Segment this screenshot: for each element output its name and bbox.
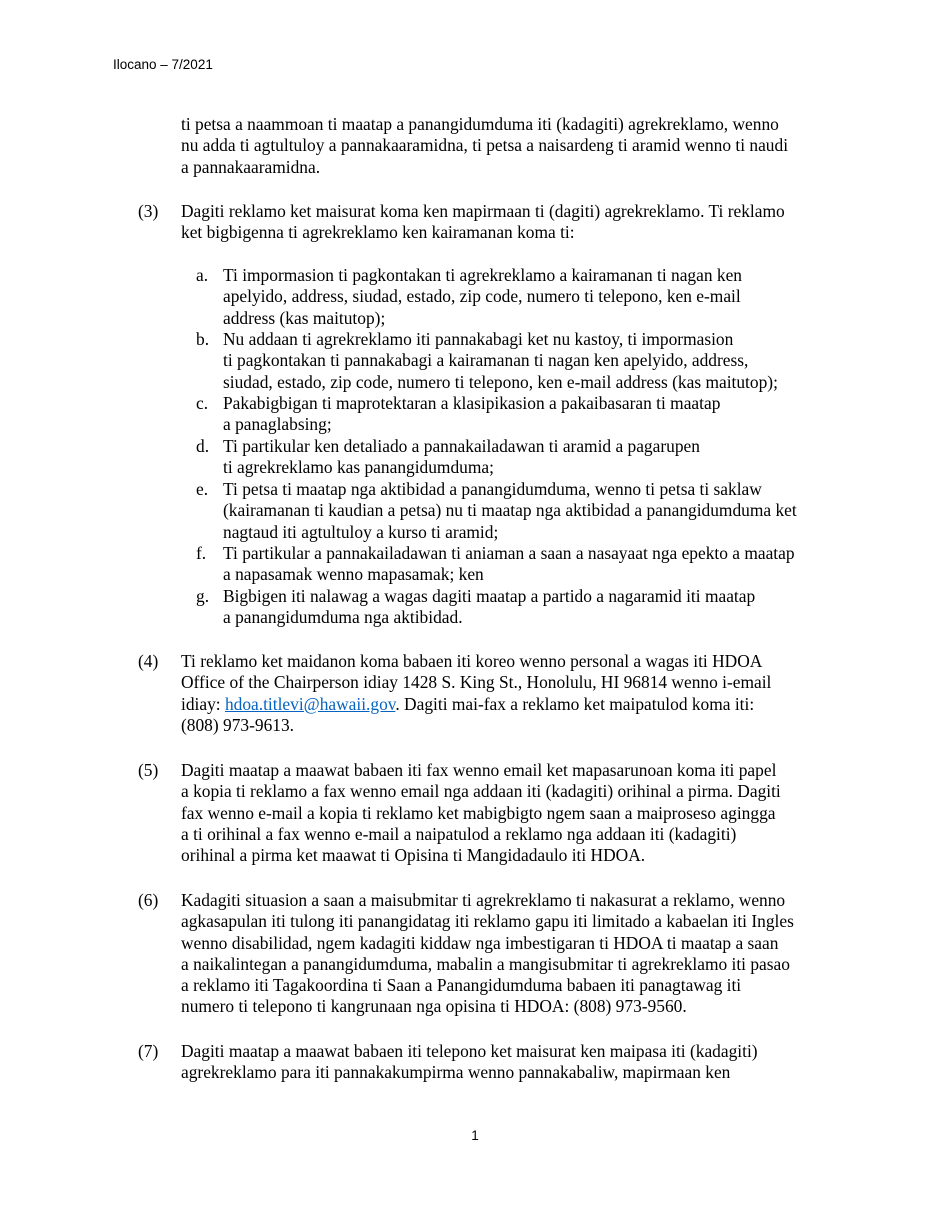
document-header: Ilocano – 7/2021: [113, 57, 213, 72]
sub-item-letter: d.: [196, 436, 210, 456]
item-line: Kadagiti situasion a saan a maisubmitar ti agrekreklamo ti nakasurat a reklamo, wenno: [181, 890, 786, 910]
item-line: [181, 694, 771, 715]
sub-item-line: apelyido, address, siudad, estado, zip code, numero ti telepono, ken e-mail: [223, 286, 741, 307]
sub-item-line: Ti petsa ti maatap nga aktibidad a panangidumduma, wenno ti petsa ti saklaw: [223, 479, 762, 499]
sub-item-letter: g.: [196, 586, 210, 606]
sub-item-line: Pakabigbigan ti maprotektaran a klasipikasion a pakaibasaran ti maatap: [223, 393, 721, 413]
email-link[interactable]: hdoa.titlevi@hawaii.gov: [224, 693, 396, 714]
sub-item-letter: a.: [196, 265, 209, 285]
intro-line: nu adda ti agtultuloy a pannakaaramidna, ti petsa a naisardeng ti aramid wenno ti naudi: [181, 135, 789, 156]
sub-item-letter: c.: [196, 393, 209, 413]
page-number: 1: [471, 1128, 479, 1143]
sub-item-letter: f.: [196, 543, 207, 563]
item-number: (6): [138, 890, 159, 910]
item-number: (4): [138, 651, 159, 671]
item-line: (808) 973-9613.: [181, 714, 295, 735]
item-line: orihinal a pirma ket maawat ti Opisina ti Mangidadaulo iti HDOA.: [181, 845, 646, 866]
sub-item-line: address (kas maitutop);: [223, 307, 386, 328]
sub-item-line: nagtaud iti agtultuloy a kurso ti aramid;: [223, 521, 499, 542]
sub-item-letter: b.: [196, 329, 210, 349]
item-number: (7): [138, 1041, 159, 1061]
item-line: Dagiti maatap a maawat babaen iti fax wenno email ket mapasarunoan koma iti papel: [181, 760, 777, 780]
intro-line: a pannakaaramidna.: [181, 156, 321, 177]
sub-item-line: Ti partikular a pannakailadawan ti aniaman a saan a nasayaat nga epekto a maatap: [223, 543, 795, 563]
sub-item-line: ti pagkontakan ti pannakabagi a kairamanan ti nagan ken apelyido, address,: [223, 350, 749, 371]
sub-item-line: Ti partikular ken detaliado a pannakailadawan ti aramid a pagarupen: [223, 436, 700, 456]
item-line: a reklamo iti Tagakoordina ti Saan a Panangidumduma babaen iti panagtawag iti: [181, 975, 742, 996]
item-line: Ti reklamo ket maidanon koma babaen iti koreo wenno personal a wagas iti HDOA: [181, 651, 763, 671]
item-line: Office of the Chairperson idiay 1428 S. King St., Honolulu, HI 96814 wenno i-email: [181, 672, 772, 693]
sub-item-line: Ti impormasion ti pagkontakan ti agrekreklamo a kairamanan ti nagan ken: [223, 265, 743, 285]
sub-item-line: Nu addaan ti agrekreklamo iti pannakabagi ket nu kastoy, ti impormasion: [223, 329, 734, 349]
sub-item-line: ti agrekreklamo kas panangidumduma;: [223, 457, 494, 478]
sub-item-line: Bigbigen iti nalawag a wagas dagiti maatap a partido a nagaramid iti maatap: [223, 586, 756, 606]
sub-item-line: a panangidumduma nga aktibidad.: [223, 607, 463, 628]
sub-item-line: a panaglabsing;: [223, 414, 332, 435]
item-line: ket bigbigenna ti agrekreklamo ken kairamanan koma ti:: [181, 222, 575, 243]
intro-paragraph: [181, 114, 861, 178]
sub-item-line: a napasamak wenno mapasamak; ken: [223, 564, 484, 585]
sub-item-line: (kairamanan ti kaudian a petsa) nu ti maatap nga aktibidad a panangidumduma ket: [223, 500, 797, 521]
item-number: (5): [138, 760, 159, 780]
sub-item-letter: e.: [196, 479, 209, 499]
sub-item-line: siudad, estado, zip code, numero ti telepono, ken e-mail address (kas maitutop);: [223, 371, 778, 392]
item-line: agrekreklamo para iti pannakakumpirma wenno pannakabaliw, mapirmaan ken: [181, 1062, 731, 1083]
item-line: agkasapulan iti tulong iti panangidatag iti reklamo gapu iti limitado a kabaelan iti Ingles: [181, 911, 794, 932]
item-line: Dagiti reklamo ket maisurat koma ken mapirmaan ti (dagiti) agrekreklamo. Ti reklamo: [181, 201, 785, 221]
item-line: numero ti telepono ti kangrunaan nga opisina ti HDOA: (808) 973-9560.: [181, 996, 687, 1017]
email-suffix: . Dagiti mai-fax a reklamo ket maipatulod koma iti:: [395, 693, 755, 714]
item-line: fax wenno e-mail a kopia ti reklamo ket mabigbigto ngem saan a maiproseso agingga: [181, 802, 776, 823]
item-line: Dagiti maatap a maawat babaen iti telepono ket maisurat ken maipasa iti (kadagiti): [181, 1041, 758, 1061]
email-prefix: idiay:: [181, 693, 225, 714]
item-line: wenno disabilidad, ngem kadagiti kiddaw nga imbestigaran ti HDOA ti maatap a saan: [181, 932, 779, 953]
item-line: a naikalintegan a panangidumduma, mabalin a mangisubmitar ti agrekreklamo iti pasao: [181, 953, 790, 974]
item-line: a ti orihinal a fax wenno e-mail a naipatulod a reklamo nga addaan iti (kadagiti): [181, 823, 737, 844]
intro-line: ti petsa a naammoan ti maatap a panangidumduma iti (kadagiti) agrekreklamo, wenno: [181, 114, 779, 134]
item-number: (3): [138, 201, 159, 221]
item-line: a kopia ti reklamo a fax wenno email nga addaan iti (kadagiti) orihinal a pirma. Dagiti: [181, 781, 781, 802]
